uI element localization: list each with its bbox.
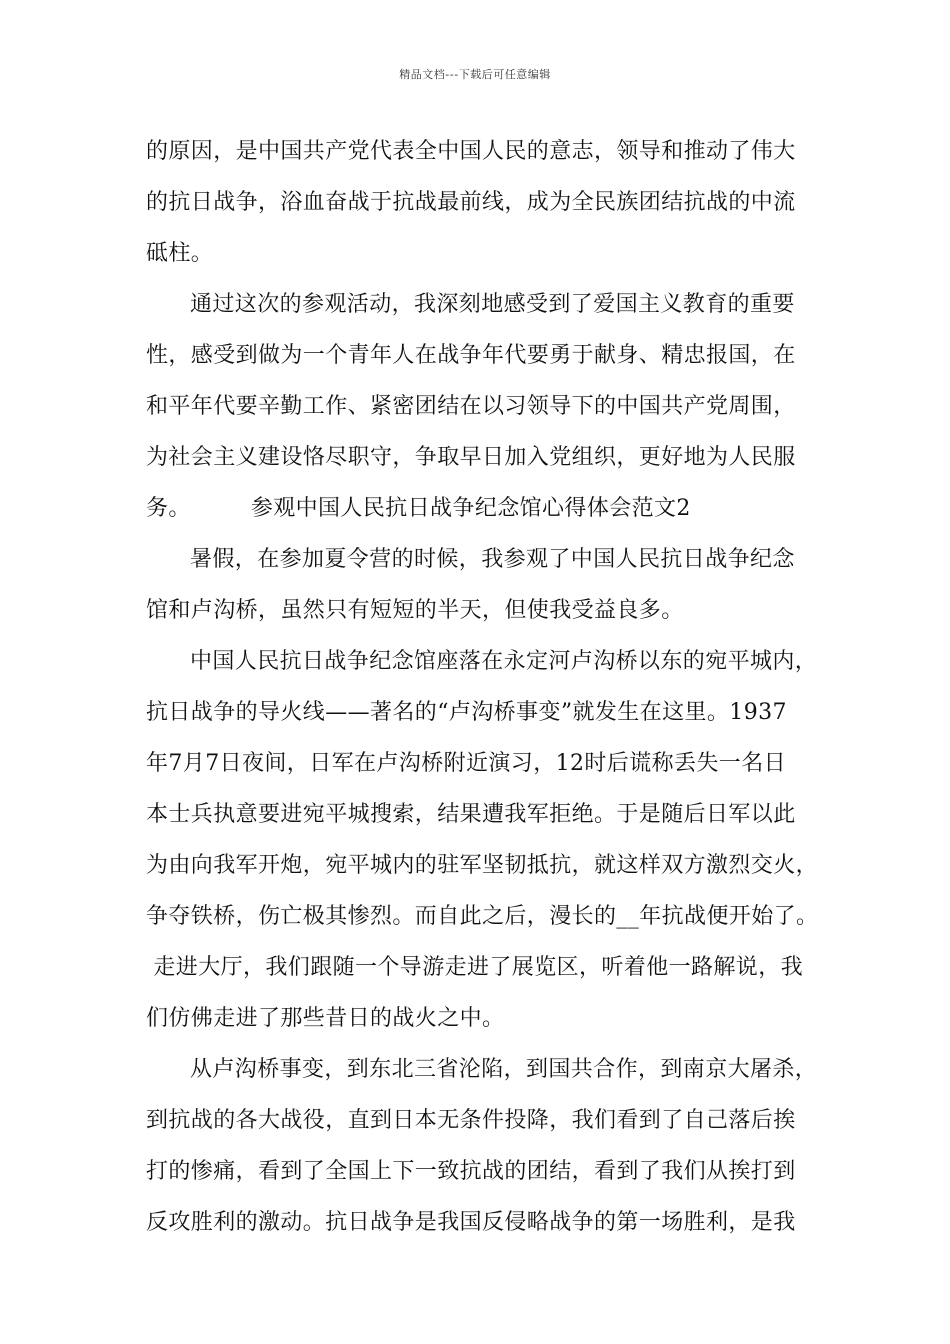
page-header: 精品文档---下载后可任意编辑 [399,68,551,81]
text-line: 砥柱。 [146,241,214,266]
section-title: 参观中国人民抗日战争纪念馆心得体会范文2 [250,496,691,521]
text-line: 为社会主义建设恪尽职守，争取早日加入党组织，更好地为人民服 [146,445,796,470]
text-line: 们仿佛走进了那些昔日的战火之中。 [146,1006,505,1031]
text-line: 年7月7日夜间，日军在卢沟桥附近演习，12时后谎称丢失一名日 [146,751,786,776]
text-line: 反攻胜利的激动。抗日战争是我国反侵略战争的第一场胜利，是我 [146,1210,796,1235]
text-line-with-heading [146,483,811,534]
text-line: 争夺铁桥，伤亡极其惨烈。而自此之后，漫长的__年抗战便开始了。 [146,904,819,929]
paragraph-start: 中国人民抗日战争纪念馆座落在永定河卢沟桥以东的宛平城内， [190,649,818,674]
text-line: 的抗日战争，浴血奋战于抗战最前线，成为全民族团结抗战的中流 [146,190,796,215]
text-line: 为由向我军开炮，宛平城内的驻军坚韧抵抗，就这样双方激烈交火， [146,853,819,878]
text-line: 和平年代要辛勤工作、紧密团结在以习领导下的中国共产党周围， [146,394,796,419]
text-line: 性，感受到做为一个青年人在战争年代要勇于献身、精忠报国，在 [146,343,796,368]
text-line: 到抗战的各大战役，直到日本无条件投降，我们看到了自己落后挨 [146,1108,796,1133]
paragraph-start: 通过这次的参观活动，我深刻地感受到了爱国主义教育的重要 [190,292,795,317]
text-line: 打的惨痛，看到了全国上下一致抗战的团结，看到了我们从挨打到 [146,1159,796,1184]
paragraph-start: 从卢沟桥事变，到东北三省沦陷，到国共合作，到南京大屠杀， [190,1057,818,1082]
text-line: 抗日战争的导火线——著名的“卢沟桥事变”就发生在这里。1937 [146,700,787,725]
text-fragment: 务。 [146,496,191,521]
text-line: 本士兵执意要进宛平城搜索，结果遭我军拒绝。于是随后日军以此 [146,802,796,827]
text-line: 馆和卢沟桥，虽然只有短短的半天，但使我受益良多。 [146,598,684,623]
text-line: 的原因，是中国共产党代表全中国人民的意志，领导和推动了伟大 [146,139,796,164]
document-body [146,126,819,1248]
paragraph-start: 暑假，在参加夏令营的时候，我参观了中国人民抗日战争纪念 [190,547,795,572]
text-line: 走进大厅，我们跟随一个导游走进了展览区，听着他一路解说，我 [146,955,803,980]
